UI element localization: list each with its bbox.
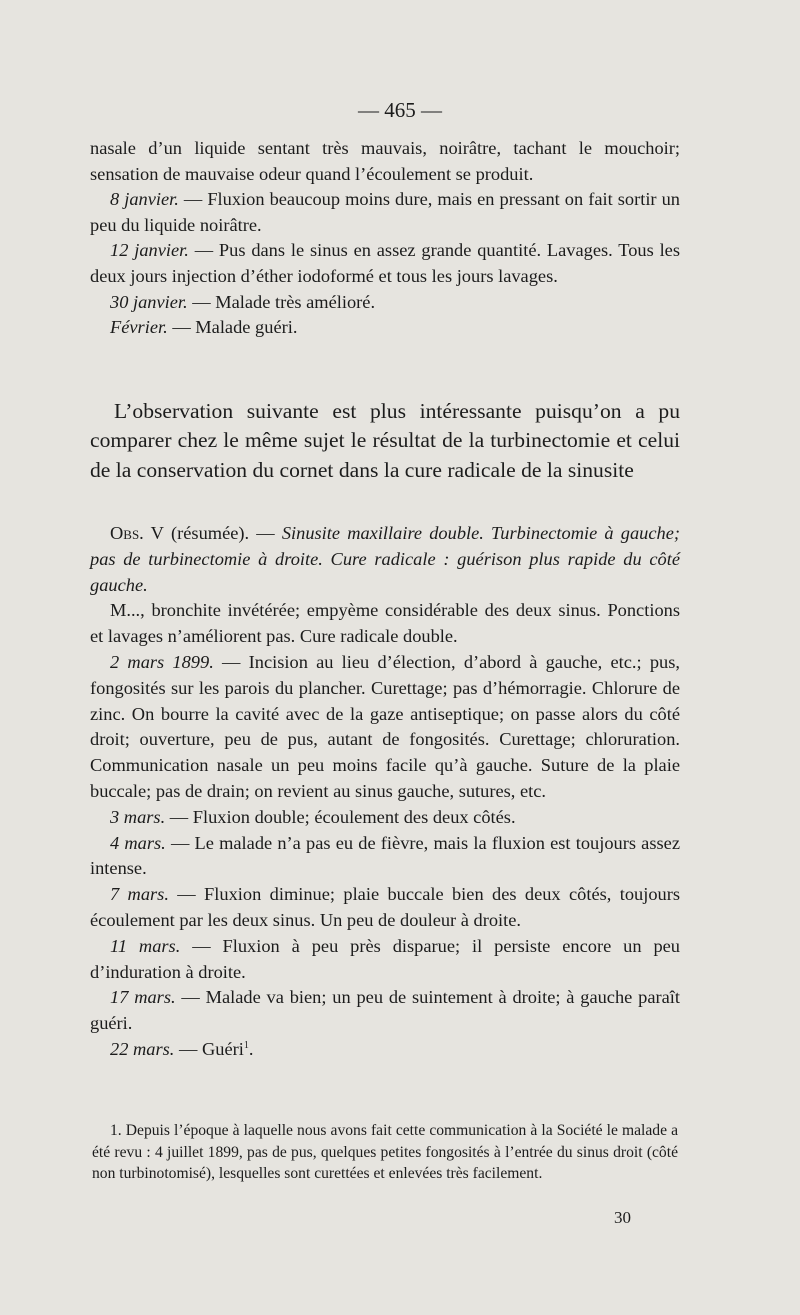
entry-11-mars (90, 934, 680, 986)
entry-text: — Pus dans le sinus en assez grande quantité. Lavages. Tous les deux jours injection d’éther iodoformé et tous les jours lavages. (90, 240, 681, 286)
observation-v (90, 521, 680, 1063)
intro-paragraph (90, 397, 680, 485)
obs-heading (90, 521, 680, 598)
entry-22-mars (90, 1037, 680, 1063)
paragraph: nasale d’un liquide sentant très mauvais, noirâtre, tachant le mouchoir; sensation de mauvaise odeur quand l’écoulement se produit. (90, 138, 680, 184)
entry-text: — Le malade n’a pas eu de fièvre, mais la fluxion est toujours assez intense. (90, 832, 680, 879)
obs-resumee: (résumée). — (163, 523, 282, 543)
entry-date: 7 mars. (110, 884, 169, 905)
entry-17-mars (90, 985, 680, 1037)
entry-12-janvier (90, 238, 680, 289)
entry-date: 17 mars. (110, 987, 176, 1008)
entry-text: — Malade va bien; un peu de suintement à droite; à gauche paraît guéri. (90, 987, 680, 1034)
entry-text: — Fluxion diminue; plaie buccale bien des deux côtés, toujours écoulement par les deux sinus. Un peu de douleur à droite. (90, 884, 680, 930)
entry-text: — Fluxion double; écoulement des deux côtés. (165, 806, 516, 827)
entry-end: . (248, 1038, 254, 1059)
observation-continuation (90, 136, 680, 341)
obs-label: Obs. V (110, 523, 164, 543)
entry-text: — Guéri (174, 1038, 244, 1059)
paragraph: M..., bronchite invétérée; empyème considérable des deux sinus. Ponctions et lavages n’améliorent pas. Cure radicale double. (90, 600, 680, 647)
entry-2-mars (90, 650, 680, 805)
entry-30-janvier (90, 290, 680, 316)
entry-fevrier (90, 315, 680, 341)
entry-8-janvier (90, 187, 680, 238)
entry-date: 12 janvier. (110, 240, 189, 261)
entry-text: — Malade guéri. (167, 317, 298, 338)
entry-date: 3 mars. (110, 806, 166, 827)
page-number: — 465 — (358, 98, 442, 122)
entry-7-mars (90, 882, 680, 934)
footnote (92, 1120, 678, 1185)
entry-date: 22 mars. (110, 1038, 175, 1059)
footnote-marker: 1 (243, 1039, 249, 1051)
entry-text: — Malade très amélioré. (187, 291, 376, 312)
entry-text: — Fluxion beaucoup moins dure, mais en pressant on fait sortir un peu du liquide noirâtre. (90, 189, 680, 235)
paragraph: L’observation suivante est plus intéressante puisqu’on a pu comparer chez le même sujet le résultat de la turbinectomie et celui de la conservation du cornet dans la cure radicale de la sinusite (90, 399, 680, 482)
entry-date: 11 mars. (110, 935, 181, 956)
entry-date: 30 janvier. (110, 291, 188, 312)
entry-text: — Incision au lieu d’élection, d’abord à gauche, etc.; pus, fongosités sur les parois du plancher. Curettage; pas d’hémorragie. Chlorure de zinc. On bourre la cavité avec de la gaze antiseptique; on passe alors du côté droit; ouverture, peu de pus, autant de fongosités. Curettage; chloruration. Communication nasale un peu moins facile qu’à gauche. Suture de la plaie buccale; pas de drain; on revient au sinus gauche, sutures, etc. (90, 651, 680, 801)
entry-date: Février. (110, 317, 168, 338)
entry-date: 8 janvier. (110, 189, 179, 210)
footnote-text: 1. Depuis l’époque à laquelle nous avons fait cette communication à la Société le malade a été revu : 4 juillet 1899, pas de pus, quelques petites fongosités à l’entrée du sinus droit (côté non turbinotomisé), lesquelles sont curettées et enlevées très facilement. (92, 1122, 678, 1183)
obs-title: Sinusite maxillaire double. Turbinectomie à gauche; pas de turbinectomie à droite. Cure radicale : guérison plus rapide du côté gauche. (90, 523, 680, 595)
entry-date: 4 mars. (110, 832, 166, 853)
entry-text: — Fluxion à peu près disparue; il persiste encore un peu d’induration à droite. (90, 935, 680, 982)
entry-3-mars (90, 805, 680, 831)
signature-mark: 30 (614, 1208, 631, 1227)
entry-date: 2 mars 1899. (110, 651, 214, 672)
entry-4-mars (90, 831, 680, 883)
